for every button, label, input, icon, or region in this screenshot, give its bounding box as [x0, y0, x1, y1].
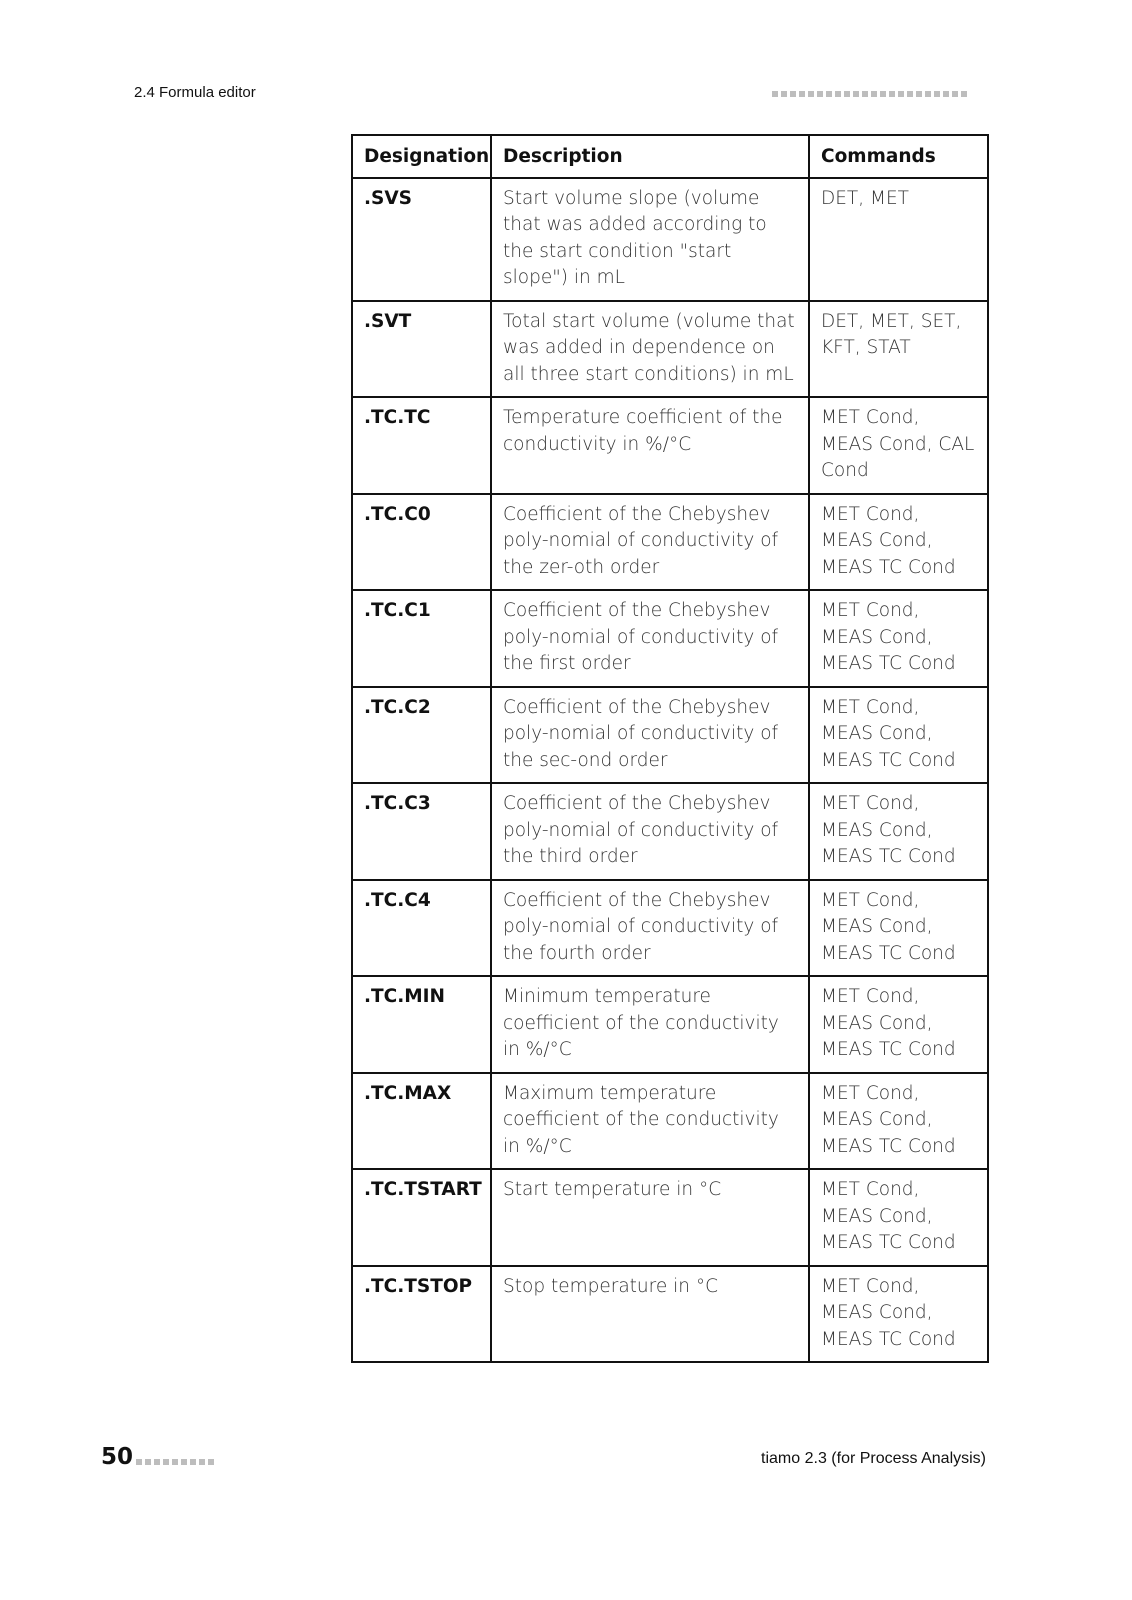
table-row [352, 1266, 988, 1363]
designation-cell: .TC.TC [352, 397, 491, 494]
description-cell: Temperature coefficient of the conductivity in %/°C [491, 397, 809, 494]
description-cell: Stop temperature in °C [491, 1266, 809, 1363]
description-cell: Start temperature in °C [491, 1169, 809, 1266]
commands-cell: DET, MET [809, 178, 988, 301]
table-row [352, 397, 988, 494]
commands-cell: MET Cond, MEAS Cond, MEAS TC Cond [809, 1266, 988, 1363]
description-cell: Coefficient of the Chebyshev poly-nomial of conductivity of the third order [491, 783, 809, 880]
commands-cell: MET Cond, MEAS Cond, MEAS TC Cond [809, 1073, 988, 1170]
designation-cell: .TC.TSTART [352, 1169, 491, 1266]
section-title: 2.4 Formula editor [134, 84, 256, 101]
designation-cell: .TC.C1 [352, 590, 491, 687]
designation-cell: .TC.C3 [352, 783, 491, 880]
description-cell: Coefficient of the Chebyshev poly-nomial of conductivity of the first order [491, 590, 809, 687]
page-number: 50 [101, 1444, 134, 1470]
description-cell: Maximum temperature coefficient of the conductivity in %/°C [491, 1073, 809, 1170]
commands-cell: MET Cond, MEAS Cond, MEAS TC Cond [809, 687, 988, 784]
table-row [352, 687, 988, 784]
table-row [352, 494, 988, 591]
commands-cell: MET Cond, MEAS Cond, CAL Cond [809, 397, 988, 494]
description-cell: Coefficient of the Chebyshev poly-nomial of conductivity of the sec-ond order [491, 687, 809, 784]
column-header-commands: Commands [809, 135, 988, 178]
table-row [352, 301, 988, 398]
designation-cell: .SVS [352, 178, 491, 301]
designation-cell: .TC.C4 [352, 880, 491, 977]
commands-cell: MET Cond, MEAS Cond, MEAS TC Cond [809, 590, 988, 687]
description-cell: Coefficient of the Chebyshev poly-nomial of conductivity of the fourth order [491, 880, 809, 977]
description-cell: Start volume slope (volume that was added according to the start condition "start slope") in mL [491, 178, 809, 301]
table-row [352, 880, 988, 977]
description-cell: Coefficient of the Chebyshev poly-nomial of conductivity of the zer-oth order [491, 494, 809, 591]
table-row [352, 976, 988, 1073]
designation-cell: .TC.MIN [352, 976, 491, 1073]
designation-cell: .TC.TSTOP [352, 1266, 491, 1363]
table-row [352, 178, 988, 301]
table-header-row [352, 135, 988, 178]
designation-cell: .TC.C0 [352, 494, 491, 591]
column-header-designation: Designation [352, 135, 491, 178]
footer-decoration [136, 1459, 214, 1465]
commands-cell: DET, MET, SET, KFT, STAT [809, 301, 988, 398]
commands-cell: MET Cond, MEAS Cond, MEAS TC Cond [809, 880, 988, 977]
commands-cell: MET Cond, MEAS Cond, MEAS TC Cond [809, 976, 988, 1073]
document-title: tiamo 2.3 (for Process Analysis) [761, 1450, 986, 1467]
table-row [352, 783, 988, 880]
commands-cell: MET Cond, MEAS Cond, MEAS TC Cond [809, 783, 988, 880]
table-row [352, 1073, 988, 1170]
description-cell: Minimum temperature coefficient of the conductivity in %/°C [491, 976, 809, 1073]
designation-cell: .SVT [352, 301, 491, 398]
commands-cell: MET Cond, MEAS Cond, MEAS TC Cond [809, 1169, 988, 1266]
designation-table [351, 134, 989, 1363]
header-decoration [772, 91, 967, 97]
table-row [352, 1169, 988, 1266]
commands-cell: MET Cond, MEAS Cond, MEAS TC Cond [809, 494, 988, 591]
designation-cell: .TC.MAX [352, 1073, 491, 1170]
designation-cell: .TC.C2 [352, 687, 491, 784]
description-cell: Total start volume (volume that was added in dependence on all three start conditions) in mL [491, 301, 809, 398]
table-row [352, 590, 988, 687]
column-header-description: Description [491, 135, 809, 178]
